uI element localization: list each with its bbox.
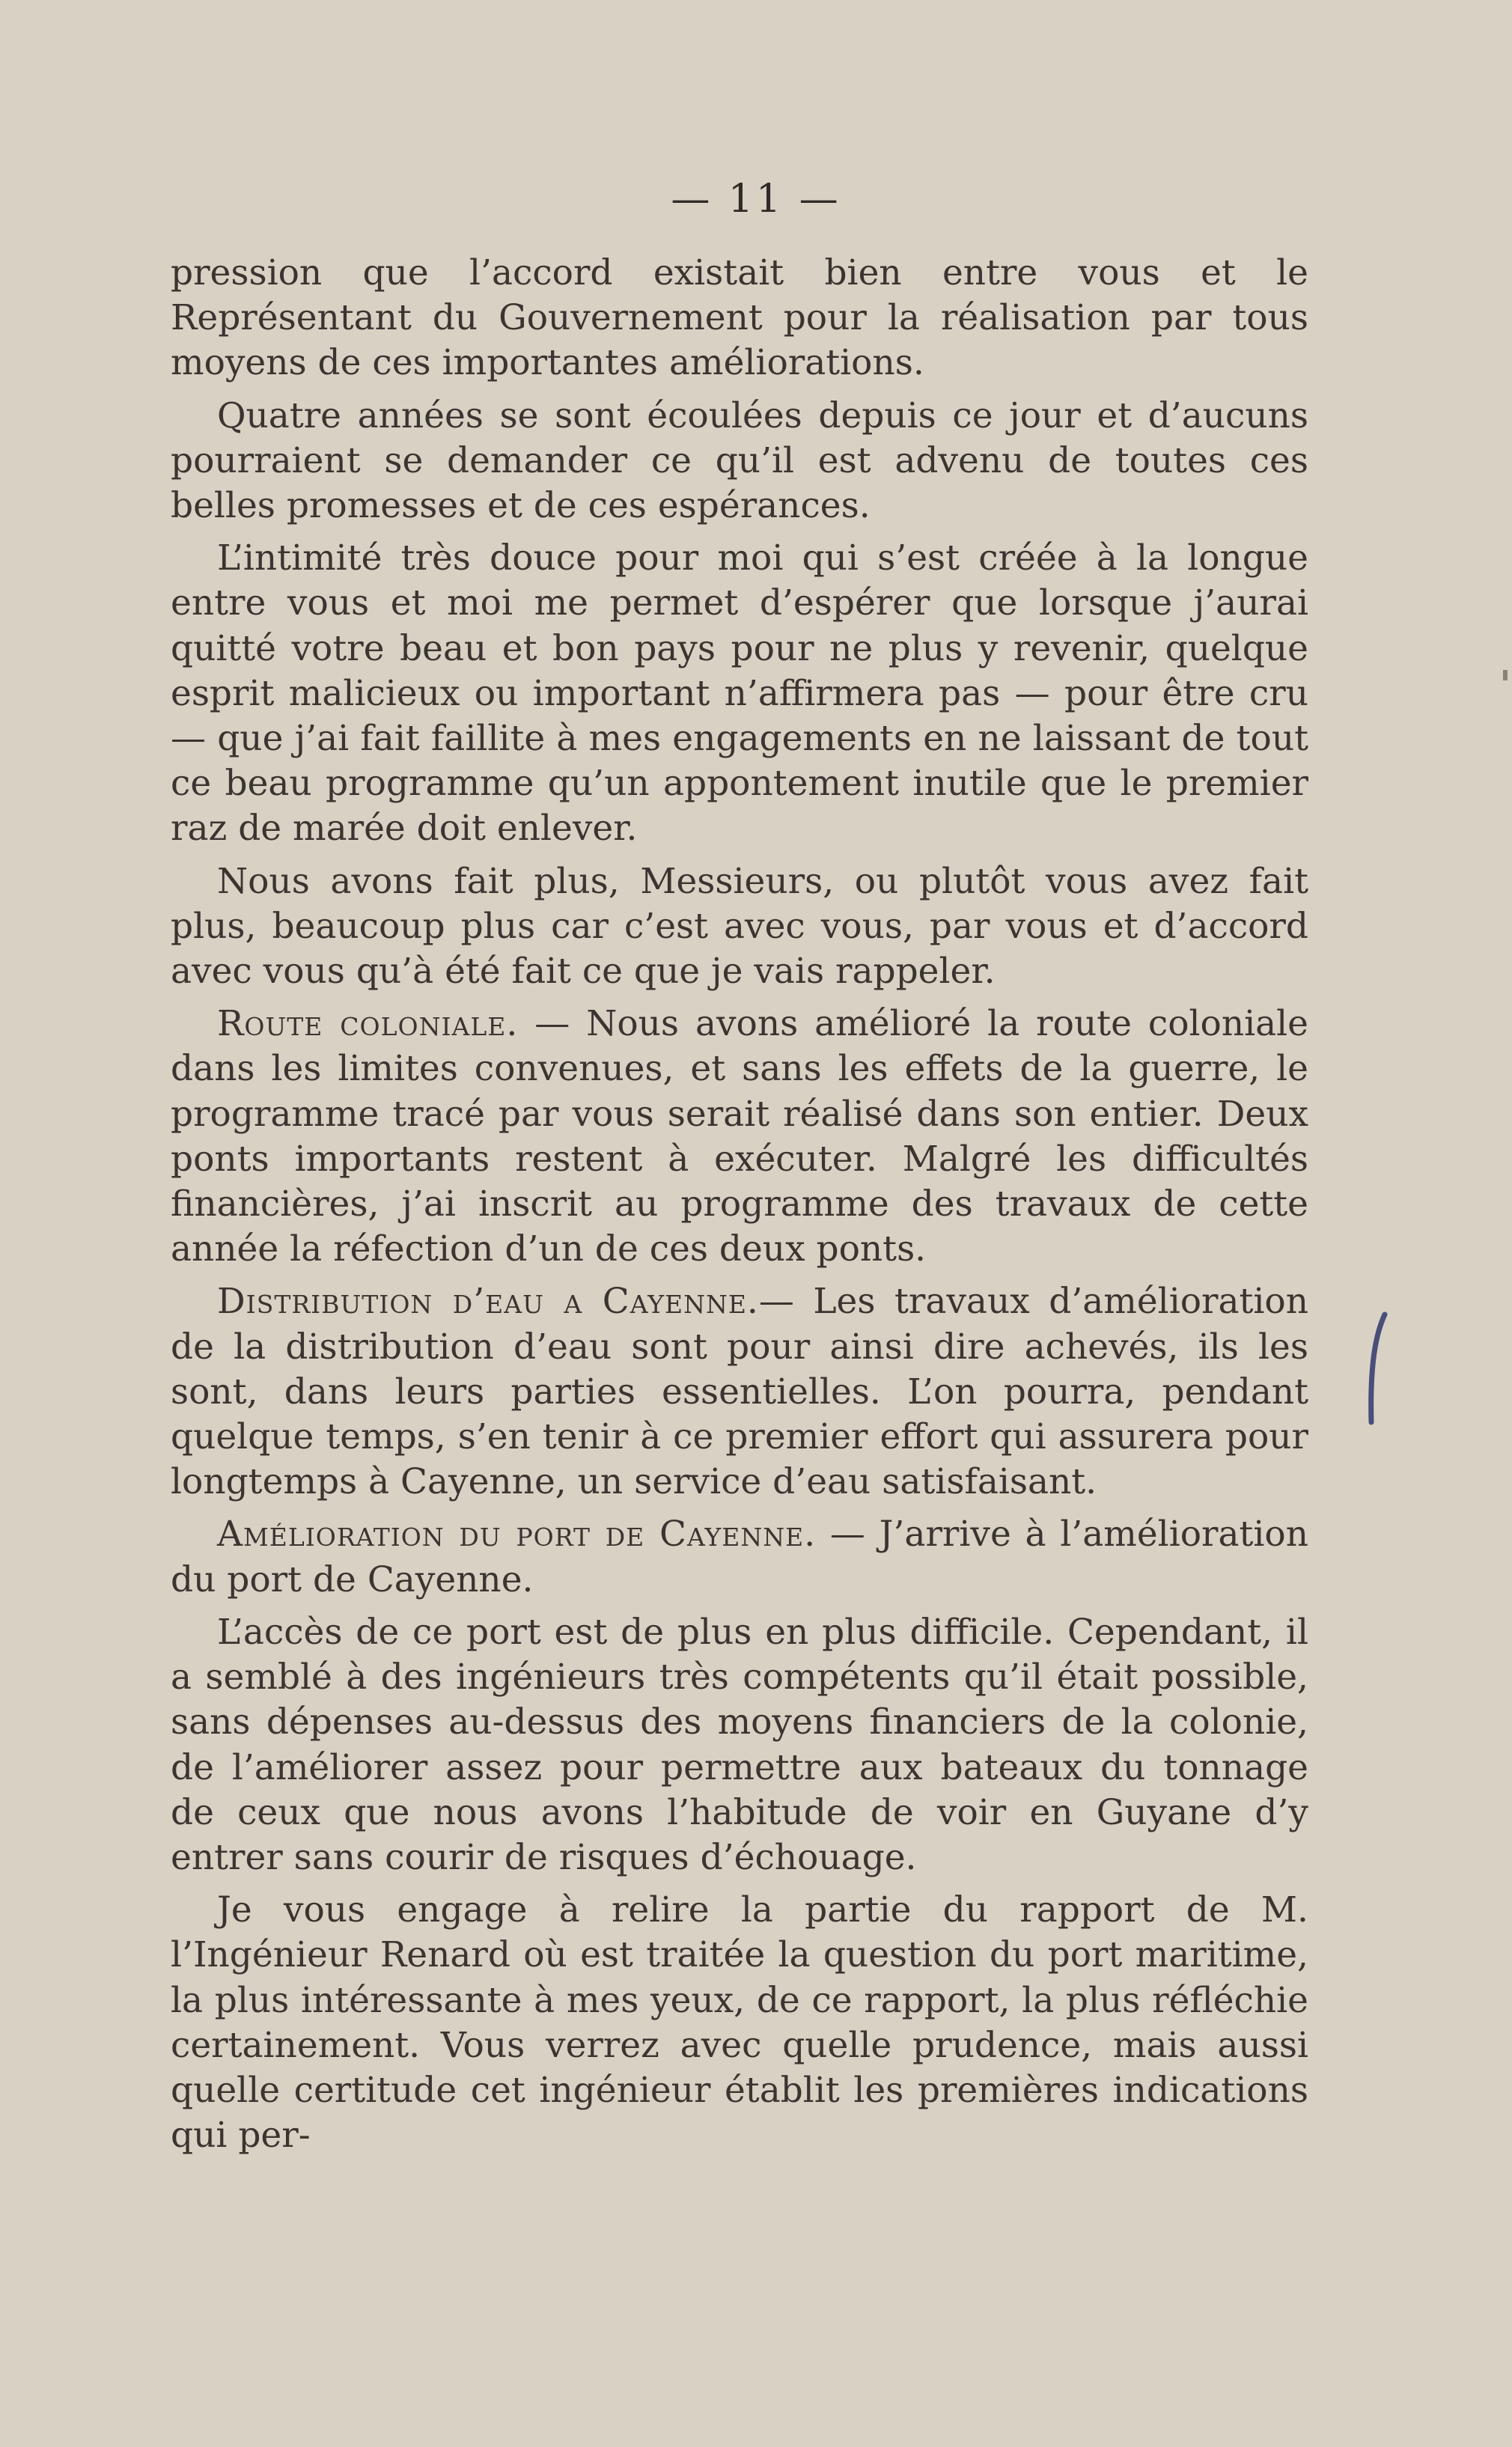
paragraph-text: — Les travaux d’amélioration de la distribution d’eau sont pour ainsi dire achevés, ils les sont, dans leurs parties essentielles. L’on pourra, pendant quelque temps, s’en tenir à ce premier effort qui assurera pour longtemps à Cayenne, un service d’eau satisfaisant. (171, 1281, 1308, 1503)
paragraph-8 (171, 1610, 1308, 1880)
paragraph-text: — J’arrive à l’amélioration du port de Cayenne. (171, 1514, 1308, 1600)
paragraph-distribution-eau (171, 1279, 1308, 1505)
paragraph-route-coloniale (171, 1002, 1308, 1272)
section-heading: Distribution d’eau a Cayenne. (217, 1281, 759, 1323)
section-heading: Amélioration du port de Cayenne. (217, 1514, 817, 1555)
body-text (171, 251, 1308, 2166)
paragraph-text: L’accès de ce port est de plus en plus difficile. Cependant, il a semblé à des ingénieurs très compétents qu’il était possible, sans dépenses au-dessus des moyens financiers de la colonie, de l’améliorer assez pour permettre aux bateaux du tonnage de ceux que nous avons l’habitude de voir en Guyane d’y entrer sans courir de risques d’échouage. (171, 1611, 1308, 1878)
paragraph-text: Quatre années se sont écoulées depuis ce jour et d’aucuns pourraient se demander ce qu’il est advenu de toutes ces belles promesses et de ces espérances. (171, 394, 1308, 527)
paragraph-1 (171, 251, 1308, 386)
paragraph-text: L’intimité très douce pour moi qui s’est créée à la longue entre vous et moi me permet d’espérer que lorsque j’aurai quitté votre beau et bon pays pour ne plus y revenir, quelque esprit malicieux ou important n’affirmera pas — pour être cru — que j’ai fait faillite à mes engagements en ne laissant de tout ce beau programme qu’un appontement inutile que le premier raz de marée doit enlever. (171, 537, 1308, 850)
edge-mark (1503, 670, 1508, 680)
paragraph-text: Nous avons fait plus, Messieurs, ou plutôt vous avez fait plus, beaucoup plus car c’est avec vous, par vous et d’accord avec vous qu’à été fait ce que je vais rappeler. (171, 860, 1308, 993)
paragraph-text: — Nous avons amélioré la route coloniale dans les limites convenues, et sans les effets de la guerre, le programme tracé par vous serait réalisé dans son entier. Deux ponts importants restent à exécuter. Malgré les difficultés financières, j’ai inscrit au programme des travaux de cette année la réfection d’un de ces deux ponts. (171, 1003, 1308, 1270)
margin-pencil-mark (1365, 1311, 1388, 1425)
paragraph-2 (171, 394, 1308, 529)
paragraph-text: pression que l’accord existait bien entre vous et le Représentant du Gouvernement pour la réalisation par tous moyens de ces importantes améliorations. (171, 252, 1308, 384)
page-number: — 11 — (671, 177, 841, 222)
paragraph-text: Je vous engage à relire la partie du rapport de M. l’Ingénieur Renard où est traitée la question du port maritime, la plus intéressante à mes yeux, de ce rapport, la plus réfléchie certainement. Vous verrez avec quelle prudence, mais aussi quelle certitude cet ingénieur établit les premières indications qui per- (171, 1889, 1308, 2157)
paragraph-4 (171, 859, 1308, 995)
paragraph-3 (171, 536, 1308, 851)
paragraph-amelioration-port (171, 1512, 1308, 1602)
section-heading: Route coloniale. (217, 1003, 519, 1045)
paragraph-9 (171, 1888, 1308, 2158)
